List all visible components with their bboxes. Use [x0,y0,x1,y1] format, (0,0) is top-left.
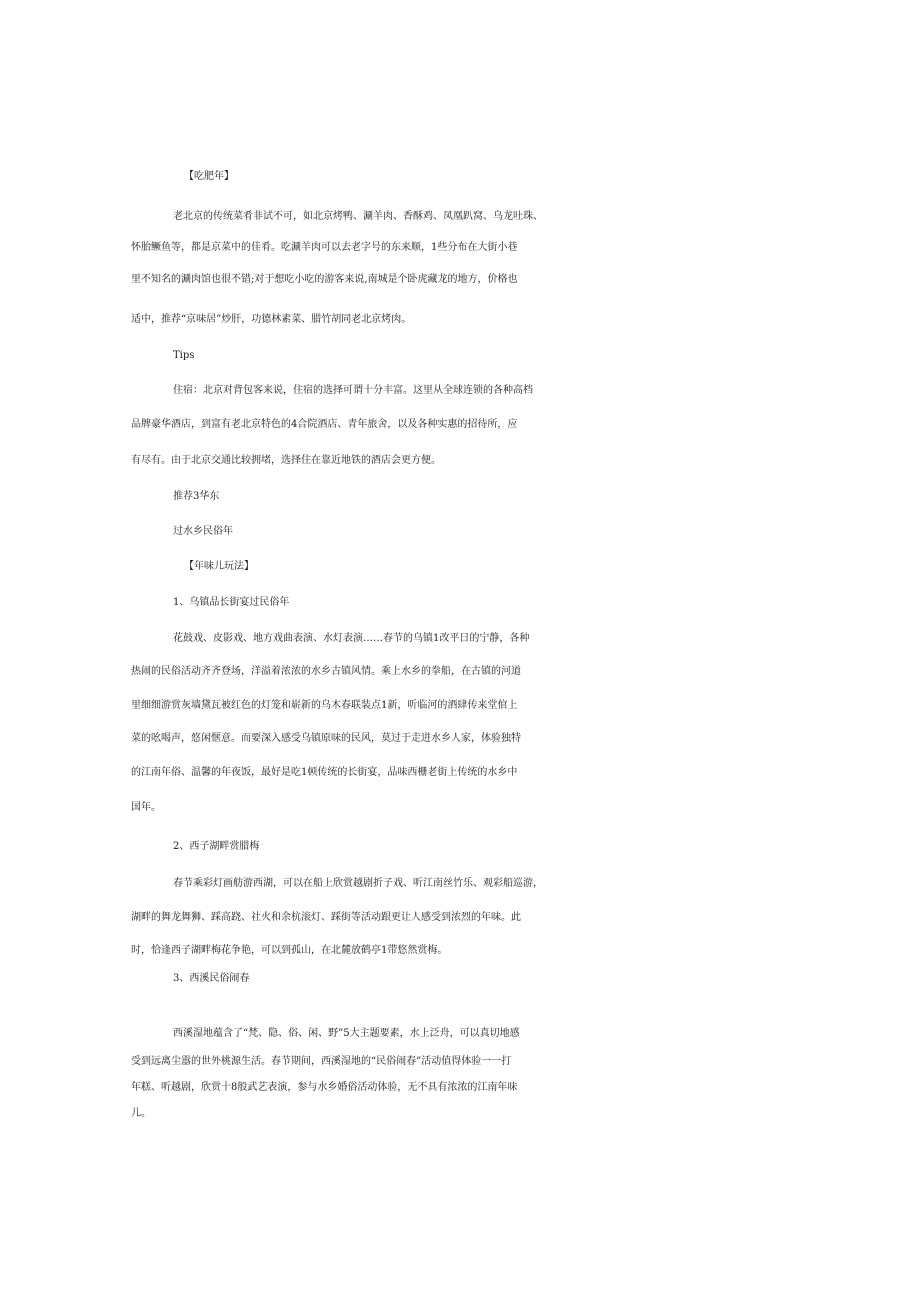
section-heading-eat: 【吃肥年】 [184,171,234,182]
section-heading-recommend: 推荐3华东 [173,491,220,502]
section-heading-xixi: 3、西溪民俗闹春 [173,973,250,984]
paragraph-line: 里细细游赏灰墙黛瓦被红色的灯笼和崭新的乌木春联装点1新，听临河的酒肆传来堂倌上 [131,700,518,711]
paragraph-line: 湖畔的舞龙舞狮、踩高跷、社火和余杭滚灯、踩街等活动跟更让人感受到浓烈的年味。此 [131,912,521,923]
paragraph-line: 花鼓戏、皮影戏、地方戏曲表演、水灯表演……春节的乌镇1改平日的宁静，各种 [173,633,530,644]
paragraph-line: 适中，推荐“京味居”炒肝，功德林素菜、腊竹胡同老北京烤肉。 [131,314,412,325]
paragraph-line: 年糕、听越剧，欣赏十8般武艺表演，参与水乡婚俗活动体验，无不具有浓浓的江南年味 [131,1082,518,1093]
paragraph-line: 儿。 [131,1108,151,1119]
paragraph-line: 受到远离尘嚣的世外桃源生活。春节期间，西溪湿地的“民俗闹春”活动值得体验一一打 [131,1056,512,1067]
paragraph-line: 怀胎鳜鱼等，都是京菜中的佳肴。吃涮羊肉可以去老字号的东来顺，1些分布在大街小巷 [131,242,518,253]
section-heading-ways: 【年味儿玩法】 [184,561,254,572]
section-heading-west-lake: 2、西子湖畔赏腊梅 [173,841,260,852]
paragraph-line: 有尽有。由于北京交通比较拥堵，选择住在靠近地铁的酒店会更方便。 [131,455,441,466]
paragraph-line: 里不知名的涮肉馆也很不错;对于想吃小吃的游客来说,南城是个卧虎藏龙的地方，价格也 [131,274,518,285]
paragraph-line: 的江南年俗、温馨的年夜饭，最好是吃1顿传统的长街宴，品味西栅老街上传统的水乡中 [131,767,518,778]
section-heading-wuzhen: 1、乌镇品长街宴过民俗年 [173,597,290,608]
paragraph-line: 西溪湿地蕴含了“梵、隐、俗、闲、野”5大主题要素，水上泛舟，可以真切地感 [173,1028,520,1039]
paragraph-line: 热闹的民俗活动齐齐登场，洋溢着浓浓的水乡古镇风情。乘上水乡的拳船，在古镇的河道 [131,666,521,677]
paragraph-line: 春节乘彩灯画舫游西湖，可以在船上欣赏越剧折子戏、听江南丝竹乐、观彩船巡游， [173,878,543,889]
paragraph-line: 国年。 [131,802,161,813]
section-heading-water-town: 过水乡民俗年 [173,526,233,537]
paragraph-line: 老北京的传统菜肴非试不可，如北京烤鸭、涮羊肉、香酥鸡、凤凰趴窝、乌龙吐珠、 [173,211,543,222]
section-heading-tips: Tips [173,350,195,361]
paragraph-line: 住宿：北京对背包客来说，住宿的选择可谓十分丰富。这里从全球连锁的各种高档 [173,385,533,396]
paragraph-line: 品牌豪华酒店，到富有老北京特色的4合院酒店、青年旅舍，以及各种实惠的招待所，应 [131,419,518,430]
paragraph-line: 时，恰逢西子湖畔梅花争艳，可以到孤山，在北麓放鹤亭1带悠然赏梅。 [131,945,448,956]
paragraph-line: 菜的吆喝声，悠闲惬意。而要深入感受乌镇原味的民风，莫过于走进水乡人家，体验独特 [131,733,521,744]
